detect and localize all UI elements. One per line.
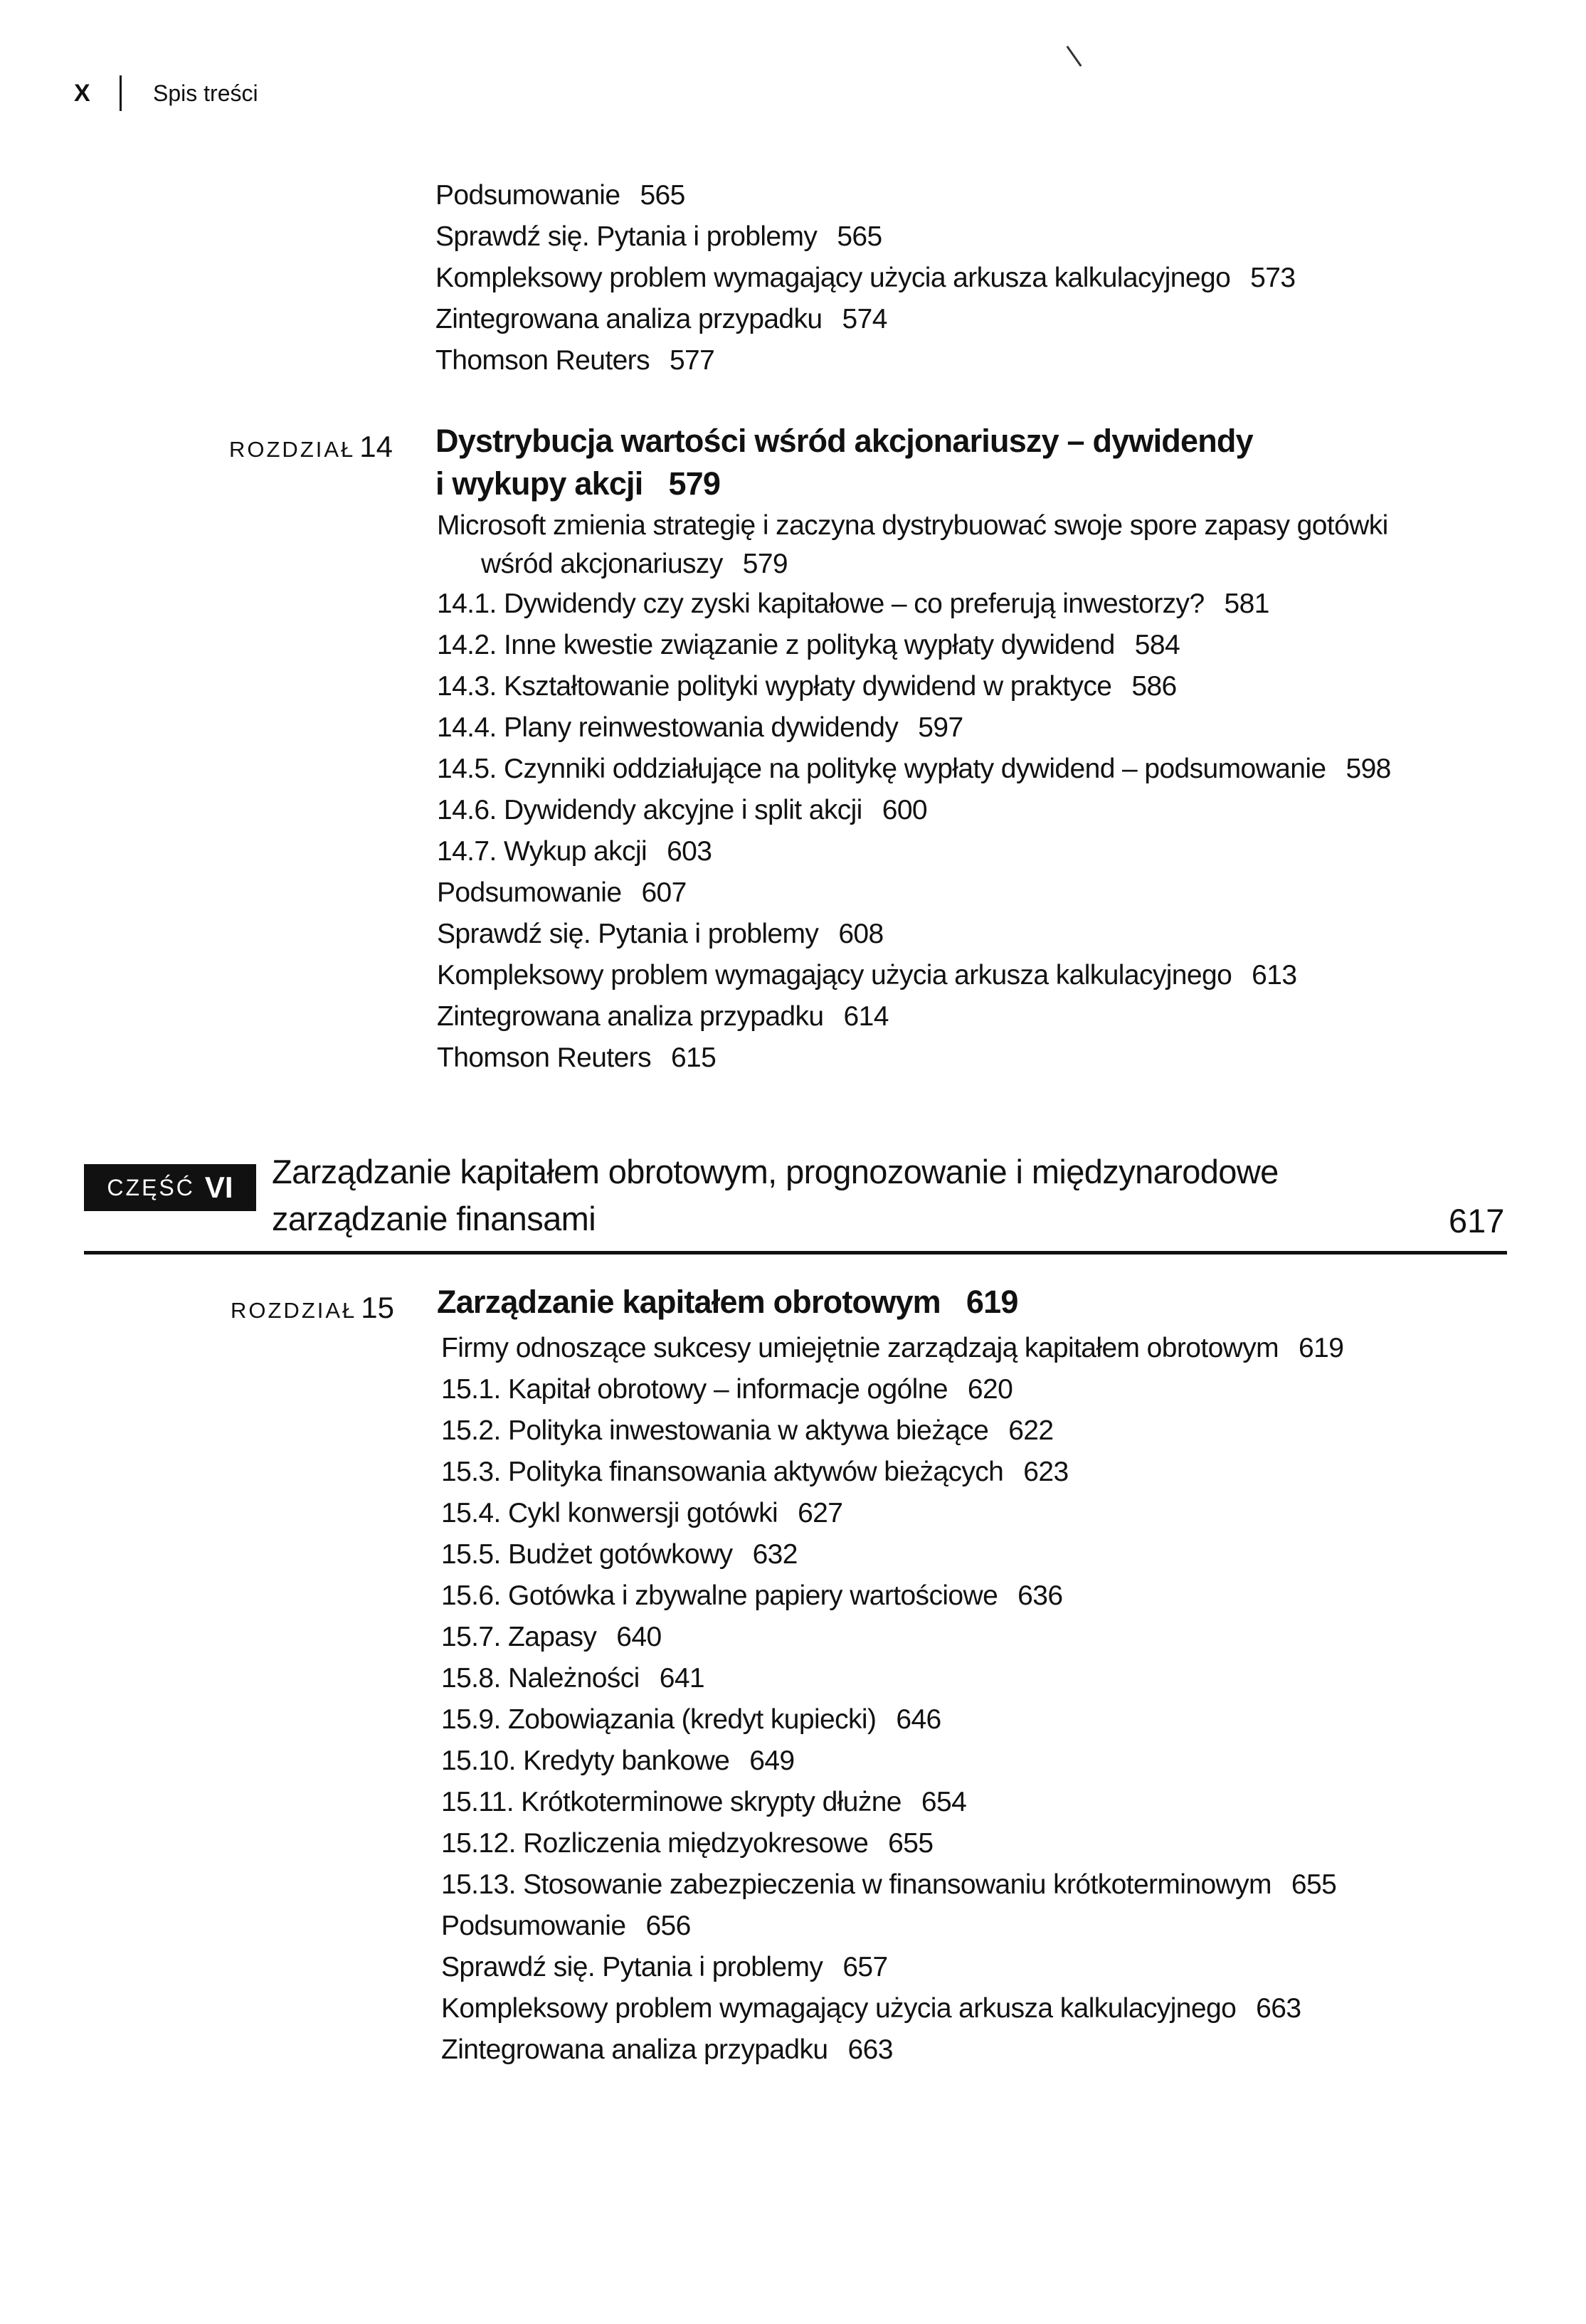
- chapter-15-heading[interactable]: [437, 1281, 1018, 1324]
- entry-label: 15.9. Zobowiązania (kredyt kupiecki): [441, 1704, 877, 1735]
- entry-label: 15.7. Zapasy: [441, 1622, 597, 1652]
- entry-label: 14.4. Plany reinwestowania dywidendy: [437, 712, 899, 743]
- entry-page: 620: [967, 1374, 1013, 1405]
- entry-label: 15.6. Gotówka i zbywalne papiery wartościowe: [441, 1580, 998, 1611]
- toc-entry[interactable]: [437, 666, 1391, 707]
- entry-label: 15.10. Kredyty bankowe: [441, 1745, 730, 1776]
- entry-page: 655: [888, 1828, 934, 1859]
- chapter-page: 579: [668, 465, 721, 502]
- toc-entry[interactable]: [441, 1699, 1343, 1741]
- entry-label: Sprawdź się. Pytania i problemy: [437, 919, 819, 949]
- toc-entry[interactable]: [441, 1452, 1343, 1493]
- chapter-14-heading[interactable]: [435, 420, 1253, 505]
- entry-label: 15.8. Należności: [441, 1663, 640, 1694]
- entry-page: 613: [1252, 960, 1297, 991]
- toc-entry[interactable]: [441, 1864, 1343, 1906]
- entry-label: 14.1. Dywidendy czy zyski kapitałowe – co preferują inwestorzy?: [437, 588, 1205, 619]
- toc-entry[interactable]: [437, 872, 1391, 914]
- part-badge: [84, 1164, 256, 1211]
- entry-label: Zintegrowana analiza przypadku: [437, 1001, 824, 1032]
- entry-page: 597: [918, 712, 963, 743]
- part-number: VI: [204, 1171, 233, 1204]
- running-head-title: Spis treści: [153, 80, 258, 106]
- toc-entry[interactable]: [441, 1493, 1343, 1534]
- intro-line1: Microsoft zmienia strategię i zaczyna dystrybuować swoje spore zapasy gotówki: [437, 510, 1388, 541]
- part-title-line2: zarządzanie finansami: [272, 1200, 596, 1237]
- toc-entry[interactable]: [437, 914, 1391, 955]
- chapter-14-label: [229, 430, 393, 464]
- entry-label: 14.7. Wykup akcji: [437, 836, 647, 867]
- toc-continuation: [435, 175, 1295, 381]
- entry-label: 14.3. Kształtowanie polityki wypłaty dywidend w praktyce: [437, 671, 1112, 702]
- entry-page: 619: [1299, 1333, 1344, 1363]
- toc-entry[interactable]: [441, 1369, 1343, 1410]
- toc-entry[interactable]: [441, 1823, 1343, 1864]
- entry-page: 584: [1134, 630, 1180, 660]
- entry-label: 14.6. Dywidendy akcyjne i split akcji: [437, 795, 862, 825]
- toc-entry[interactable]: [441, 1617, 1343, 1658]
- entry-page: 649: [749, 1745, 795, 1776]
- entry-page: 614: [843, 1001, 889, 1032]
- entry-label: Zintegrowana analiza przypadku: [441, 2034, 828, 2065]
- entry-page: 586: [1131, 671, 1177, 702]
- toc-entry[interactable]: [437, 707, 1391, 749]
- chapter-15-entries: [441, 1328, 1343, 2071]
- entry-label: Podsumowanie: [441, 1911, 626, 1941]
- entry-page: 608: [838, 919, 884, 949]
- entry-page: 574: [842, 304, 887, 334]
- toc-entry[interactable]: [441, 1575, 1343, 1617]
- entry-page: 646: [896, 1704, 941, 1735]
- entry-page: 656: [645, 1911, 691, 1941]
- entry-page: 565: [640, 180, 685, 211]
- entry-page: 603: [667, 836, 712, 867]
- entry-label: Thomson Reuters: [437, 1042, 651, 1073]
- toc-entry[interactable]: [435, 340, 1295, 381]
- entry-page: 622: [1008, 1415, 1054, 1446]
- entry-label: 14.5. Czynniki oddziałujące na politykę wypłaty dywidend – podsumowanie: [437, 754, 1326, 784]
- entry-page: 565: [837, 221, 882, 252]
- part-page: 617: [1449, 1202, 1505, 1240]
- toc-entry[interactable]: [435, 175, 1295, 216]
- entry-label: Sprawdź się. Pytania i problemy: [435, 221, 818, 252]
- part-rule: [84, 1251, 1507, 1255]
- toc-entry[interactable]: [437, 583, 1391, 625]
- divider: [120, 75, 122, 111]
- chapter-title-line2: i wykupy akcji: [435, 465, 643, 502]
- entry-label: Podsumowanie: [435, 180, 620, 211]
- entry-page: 641: [659, 1663, 705, 1694]
- entry-label: 15.11. Krótkoterminowe skrypty dłużne: [441, 1787, 902, 1817]
- entry-label: 14.2. Inne kwestie związanie z polityką wypłaty dywidend: [437, 630, 1115, 660]
- toc-entry[interactable]: [441, 1741, 1343, 1782]
- chapter-15-label: [231, 1291, 394, 1325]
- entry-page: 623: [1023, 1457, 1069, 1487]
- scan-mark: [1067, 46, 1082, 67]
- entry-page: 636: [1017, 1580, 1063, 1611]
- intro-page: 579: [742, 549, 788, 579]
- toc-entry[interactable]: [437, 790, 1391, 831]
- toc-entry[interactable]: [441, 1658, 1343, 1699]
- entry-page: 581: [1224, 588, 1269, 619]
- toc-entry[interactable]: [437, 831, 1391, 872]
- entry-page: 577: [669, 345, 715, 376]
- entry-label: Firmy odnoszące sukcesy umiejętnie zarządzają kapitałem obrotowym: [441, 1333, 1279, 1363]
- toc-entry[interactable]: [435, 299, 1295, 340]
- entry-page: 640: [616, 1622, 662, 1652]
- entry-page: 573: [1250, 263, 1296, 293]
- entry-label: Kompleksowy problem wymagający użycia arkusza kalkulacyjnego: [441, 1993, 1237, 2024]
- toc-entry[interactable]: [441, 1328, 1343, 1369]
- chapter-page: 619: [966, 1284, 1018, 1320]
- toc-entry[interactable]: [441, 1782, 1343, 1823]
- entry-page: 654: [921, 1787, 967, 1817]
- entry-page: 627: [798, 1498, 843, 1528]
- chapter-14-entries: [437, 583, 1391, 1079]
- chapter-title-line1: Dystrybucja wartości wśród akcjonariuszy – dywidendy: [435, 423, 1253, 459]
- chapter-number: 14: [359, 430, 393, 463]
- toc-entry[interactable]: [435, 216, 1295, 258]
- entry-label: Sprawdź się. Pytania i problemy: [441, 1952, 823, 1982]
- entry-page: 657: [842, 1952, 888, 1982]
- entry-page: 600: [882, 795, 928, 825]
- entry-label: Kompleksowy problem wymagający użycia arkusza kalkulacyjnego: [437, 960, 1232, 991]
- entry-page: 615: [670, 1042, 717, 1073]
- entry-page: 663: [847, 2034, 893, 2065]
- toc-entry[interactable]: [437, 625, 1391, 666]
- toc-entry[interactable]: [441, 1988, 1343, 2029]
- part-6-heading[interactable]: [272, 1148, 1279, 1242]
- toc-entry[interactable]: [437, 955, 1391, 996]
- entry-label: 15.1. Kapitał obrotowy – informacje ogólne: [441, 1374, 948, 1405]
- running-head: [74, 77, 258, 110]
- toc-entry[interactable]: [435, 258, 1295, 299]
- chapter-14-intro[interactable]: [437, 505, 1388, 585]
- part-title-line1: Zarządzanie kapitałem obrotowym, prognozowanie i międzynarodowe: [272, 1153, 1279, 1190]
- entry-label: Podsumowanie: [437, 877, 622, 908]
- chapter-label: ROZDZIAŁ: [229, 437, 356, 462]
- toc-entry[interactable]: [437, 1037, 1391, 1079]
- toc-entry[interactable]: [441, 1906, 1343, 1947]
- entry-page: 632: [752, 1539, 798, 1570]
- entry-label: 15.12. Rozliczenia międzyokresowe: [441, 1828, 869, 1859]
- entry-page: 598: [1346, 754, 1391, 784]
- entry-label: 15.2. Polityka inwestowania w aktywa bieżące: [441, 1415, 989, 1446]
- entry-label: 15.5. Budżet gotówkowy: [441, 1539, 733, 1570]
- entry-label: Kompleksowy problem wymagający użycia arkusza kalkulacyjnego: [435, 263, 1231, 293]
- toc-entry[interactable]: [437, 749, 1391, 790]
- intro-line2: wśród akcjonariuszy: [481, 549, 723, 579]
- entry-label: Thomson Reuters: [435, 345, 650, 376]
- entry-label: 15.13. Stosowanie zabezpieczenia w finansowaniu krótkoterminowym: [441, 1869, 1272, 1900]
- toc-entry[interactable]: [441, 1947, 1343, 1988]
- chapter-label: ROZDZIAŁ: [231, 1298, 357, 1323]
- chapter-number: 15: [361, 1291, 395, 1324]
- chapter-title: Zarządzanie kapitałem obrotowym: [437, 1284, 941, 1320]
- entry-page: 607: [641, 877, 687, 908]
- page-number: X: [74, 79, 90, 107]
- entry-label: 15.3. Polityka finansowania aktywów bieżących: [441, 1457, 1004, 1487]
- toc-entry[interactable]: [437, 996, 1391, 1037]
- entry-label: 15.4. Cykl konwersji gotówki: [441, 1498, 778, 1528]
- entry-page: 655: [1291, 1869, 1337, 1900]
- toc-entry[interactable]: [441, 1410, 1343, 1452]
- toc-entry[interactable]: [441, 1534, 1343, 1575]
- part-label: CZĘŚĆ: [107, 1174, 195, 1200]
- entry-page: 663: [1256, 1993, 1301, 2024]
- toc-entry[interactable]: [441, 2029, 1343, 2071]
- entry-label: Zintegrowana analiza przypadku: [435, 304, 823, 334]
